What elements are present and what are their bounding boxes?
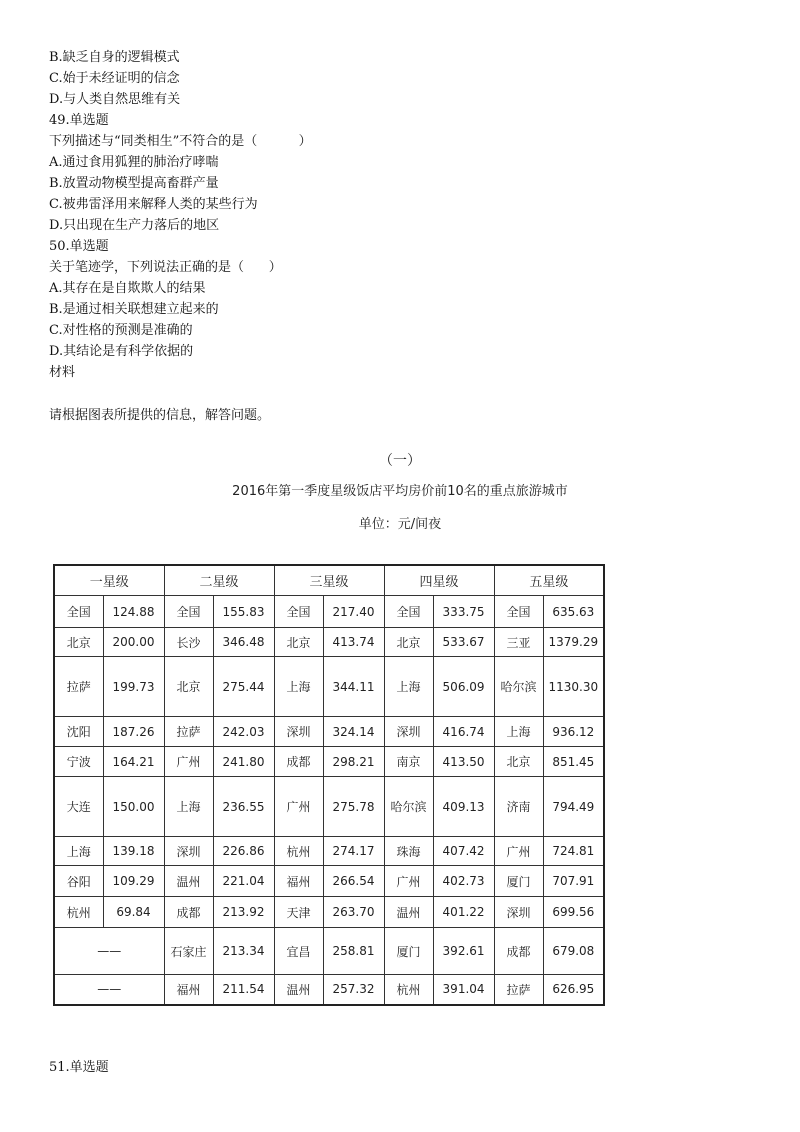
price-cell: 402.73 bbox=[433, 866, 494, 897]
city-cell: 拉萨 bbox=[164, 717, 213, 747]
price-cell: 1379.29 bbox=[543, 628, 604, 657]
price-cell: 1130.30 bbox=[543, 657, 604, 717]
price-cell: 635.63 bbox=[543, 596, 604, 628]
city-cell: 上海 bbox=[494, 717, 543, 747]
hotel-rate-table bbox=[53, 564, 605, 1006]
city-cell: 厦门 bbox=[494, 866, 543, 897]
instruction-text: 请根据图表所提供的信息，解答问题。 bbox=[49, 408, 271, 423]
table-row bbox=[54, 657, 604, 717]
city-cell: 广州 bbox=[274, 777, 323, 837]
price-cell: 275.44 bbox=[213, 657, 274, 717]
price-cell: 221.04 bbox=[213, 866, 274, 897]
city-cell: 杭州 bbox=[54, 897, 103, 928]
price-cell: 413.74 bbox=[323, 628, 384, 657]
city-cell: 天津 bbox=[274, 897, 323, 928]
figure-title: 2016年第一季度星级饭店平均房价前10名的重点旅游城市 bbox=[232, 484, 568, 499]
price-cell: 263.70 bbox=[323, 897, 384, 928]
city-cell: 深圳 bbox=[164, 837, 213, 866]
table-row bbox=[54, 897, 604, 928]
question-50-header: 50.单选题 bbox=[49, 239, 109, 254]
city-cell: 全国 bbox=[54, 596, 103, 628]
price-cell: 139.18 bbox=[103, 837, 164, 866]
city-cell: 上海 bbox=[54, 837, 103, 866]
city-cell: 拉萨 bbox=[494, 975, 543, 1005]
city-cell: 深圳 bbox=[494, 897, 543, 928]
city-cell: 温州 bbox=[164, 866, 213, 897]
price-cell: 242.03 bbox=[213, 717, 274, 747]
price-cell: 626.95 bbox=[543, 975, 604, 1005]
price-cell: 794.49 bbox=[543, 777, 604, 837]
table-header-row bbox=[54, 565, 604, 596]
price-cell: 407.42 bbox=[433, 837, 494, 866]
price-cell: 69.84 bbox=[103, 897, 164, 928]
price-cell: 533.67 bbox=[433, 628, 494, 657]
city-cell: 北京 bbox=[494, 747, 543, 777]
city-cell: 哈尔滨 bbox=[384, 777, 433, 837]
price-cell: 124.88 bbox=[103, 596, 164, 628]
option-a-50: A.其存在是自欺欺人的结果 bbox=[49, 281, 206, 296]
city-cell: 济南 bbox=[494, 777, 543, 837]
price-cell: 851.45 bbox=[543, 747, 604, 777]
option-a-49: A.通过食用狐狸的肺治疗哮喘 bbox=[49, 155, 219, 170]
city-cell: 南京 bbox=[384, 747, 433, 777]
city-cell: 杭州 bbox=[274, 837, 323, 866]
price-cell: 164.21 bbox=[103, 747, 164, 777]
price-cell: 679.08 bbox=[543, 928, 604, 975]
city-cell: 珠海 bbox=[384, 837, 433, 866]
option-c-50: C.对性格的预测是准确的 bbox=[49, 323, 193, 338]
option-d-49: D.只出现在生产力落后的地区 bbox=[49, 218, 220, 233]
city-cell: 厦门 bbox=[384, 928, 433, 975]
price-cell: 241.80 bbox=[213, 747, 274, 777]
table-row bbox=[54, 747, 604, 777]
city-cell: 广州 bbox=[164, 747, 213, 777]
question-51-header: 51.单选题 bbox=[49, 1060, 109, 1075]
table-row bbox=[54, 928, 604, 975]
price-cell: 266.54 bbox=[323, 866, 384, 897]
table-row bbox=[54, 717, 604, 747]
figure-unit: 单位：元/间夜 bbox=[358, 517, 442, 532]
price-cell: 707.91 bbox=[543, 866, 604, 897]
price-cell: 199.73 bbox=[103, 657, 164, 717]
price-cell: 506.09 bbox=[433, 657, 494, 717]
city-cell: 长沙 bbox=[164, 628, 213, 657]
question-49-header: 49.单选题 bbox=[49, 113, 109, 128]
city-cell: 上海 bbox=[164, 777, 213, 837]
material-label: 材料 bbox=[49, 365, 76, 380]
city-cell: 北京 bbox=[54, 628, 103, 657]
city-cell: 成都 bbox=[164, 897, 213, 928]
header-four-star: 四星级 bbox=[384, 565, 494, 596]
price-cell: 333.75 bbox=[433, 596, 494, 628]
city-cell: 宜昌 bbox=[274, 928, 323, 975]
option-b-48: B.缺乏自身的逻辑模式 bbox=[49, 50, 180, 65]
empty-rank-cell: —— bbox=[54, 928, 164, 975]
city-cell: 拉萨 bbox=[54, 657, 103, 717]
price-cell: 187.26 bbox=[103, 717, 164, 747]
city-cell: 北京 bbox=[274, 628, 323, 657]
city-cell: 大连 bbox=[54, 777, 103, 837]
city-cell: 沈阳 bbox=[54, 717, 103, 747]
price-cell: 275.78 bbox=[323, 777, 384, 837]
table-row bbox=[54, 596, 604, 628]
table-row bbox=[54, 628, 604, 657]
price-cell: 217.40 bbox=[323, 596, 384, 628]
option-c-48: C.始于未经证明的信念 bbox=[49, 71, 180, 86]
option-c-49: C.被弗雷泽用来解释人类的某些行为 bbox=[49, 197, 258, 212]
city-cell: 全国 bbox=[274, 596, 323, 628]
city-cell: 三亚 bbox=[494, 628, 543, 657]
price-cell: 155.83 bbox=[213, 596, 274, 628]
city-cell: 上海 bbox=[274, 657, 323, 717]
price-cell: 211.54 bbox=[213, 975, 274, 1005]
city-cell: 上海 bbox=[384, 657, 433, 717]
header-three-star: 三星级 bbox=[274, 565, 384, 596]
city-cell: 宁波 bbox=[54, 747, 103, 777]
header-one-star: 一星级 bbox=[54, 565, 164, 596]
city-cell: 成都 bbox=[494, 928, 543, 975]
price-cell: 298.21 bbox=[323, 747, 384, 777]
table-row bbox=[54, 777, 604, 837]
figure-number: （一） bbox=[379, 453, 421, 469]
price-cell: 200.00 bbox=[103, 628, 164, 657]
price-cell: 346.48 bbox=[213, 628, 274, 657]
price-cell: 409.13 bbox=[433, 777, 494, 837]
city-cell: 温州 bbox=[274, 975, 323, 1005]
city-cell: 广州 bbox=[384, 866, 433, 897]
question-49-stem: 下列描述与“同类相生”不符合的是（ ） bbox=[49, 134, 312, 149]
city-cell: 谷阳 bbox=[54, 866, 103, 897]
header-five-star: 五星级 bbox=[494, 565, 604, 596]
option-d-50: D.其结论是有科学依据的 bbox=[49, 344, 194, 359]
price-cell: 936.12 bbox=[543, 717, 604, 747]
price-cell: 274.17 bbox=[323, 837, 384, 866]
city-cell: 杭州 bbox=[384, 975, 433, 1005]
city-cell: 深圳 bbox=[384, 717, 433, 747]
city-cell: 全国 bbox=[494, 596, 543, 628]
price-cell: 699.56 bbox=[543, 897, 604, 928]
price-cell: 257.32 bbox=[323, 975, 384, 1005]
question-50-stem: 关于笔迹学，下列说法正确的是（ ） bbox=[49, 260, 282, 275]
price-cell: 401.22 bbox=[433, 897, 494, 928]
table-row bbox=[54, 866, 604, 897]
option-b-50: B.是通过相关联想建立起来的 bbox=[49, 302, 219, 317]
price-cell: 724.81 bbox=[543, 837, 604, 866]
empty-rank-cell: —— bbox=[54, 975, 164, 1005]
city-cell: 哈尔滨 bbox=[494, 657, 543, 717]
city-cell: 温州 bbox=[384, 897, 433, 928]
price-cell: 226.86 bbox=[213, 837, 274, 866]
city-cell: 福州 bbox=[274, 866, 323, 897]
price-cell: 109.29 bbox=[103, 866, 164, 897]
city-cell: 成都 bbox=[274, 747, 323, 777]
option-b-49: B.放置动物模型提高畜群产量 bbox=[49, 176, 219, 191]
city-cell: 北京 bbox=[384, 628, 433, 657]
price-cell: 391.04 bbox=[433, 975, 494, 1005]
price-cell: 236.55 bbox=[213, 777, 274, 837]
city-cell: 全国 bbox=[164, 596, 213, 628]
header-two-star: 二星级 bbox=[164, 565, 274, 596]
price-cell: 258.81 bbox=[323, 928, 384, 975]
city-cell: 深圳 bbox=[274, 717, 323, 747]
price-cell: 213.34 bbox=[213, 928, 274, 975]
city-cell: 广州 bbox=[494, 837, 543, 866]
table-row bbox=[54, 837, 604, 866]
city-cell: 福州 bbox=[164, 975, 213, 1005]
city-cell: 全国 bbox=[384, 596, 433, 628]
price-cell: 213.92 bbox=[213, 897, 274, 928]
price-cell: 150.00 bbox=[103, 777, 164, 837]
price-cell: 413.50 bbox=[433, 747, 494, 777]
city-cell: 北京 bbox=[164, 657, 213, 717]
table-row bbox=[54, 975, 604, 1005]
price-cell: 416.74 bbox=[433, 717, 494, 747]
city-cell: 石家庄 bbox=[164, 928, 213, 975]
option-d-48: D.与人类自然思维有关 bbox=[49, 92, 181, 107]
price-cell: 344.11 bbox=[323, 657, 384, 717]
price-cell: 324.14 bbox=[323, 717, 384, 747]
price-cell: 392.61 bbox=[433, 928, 494, 975]
